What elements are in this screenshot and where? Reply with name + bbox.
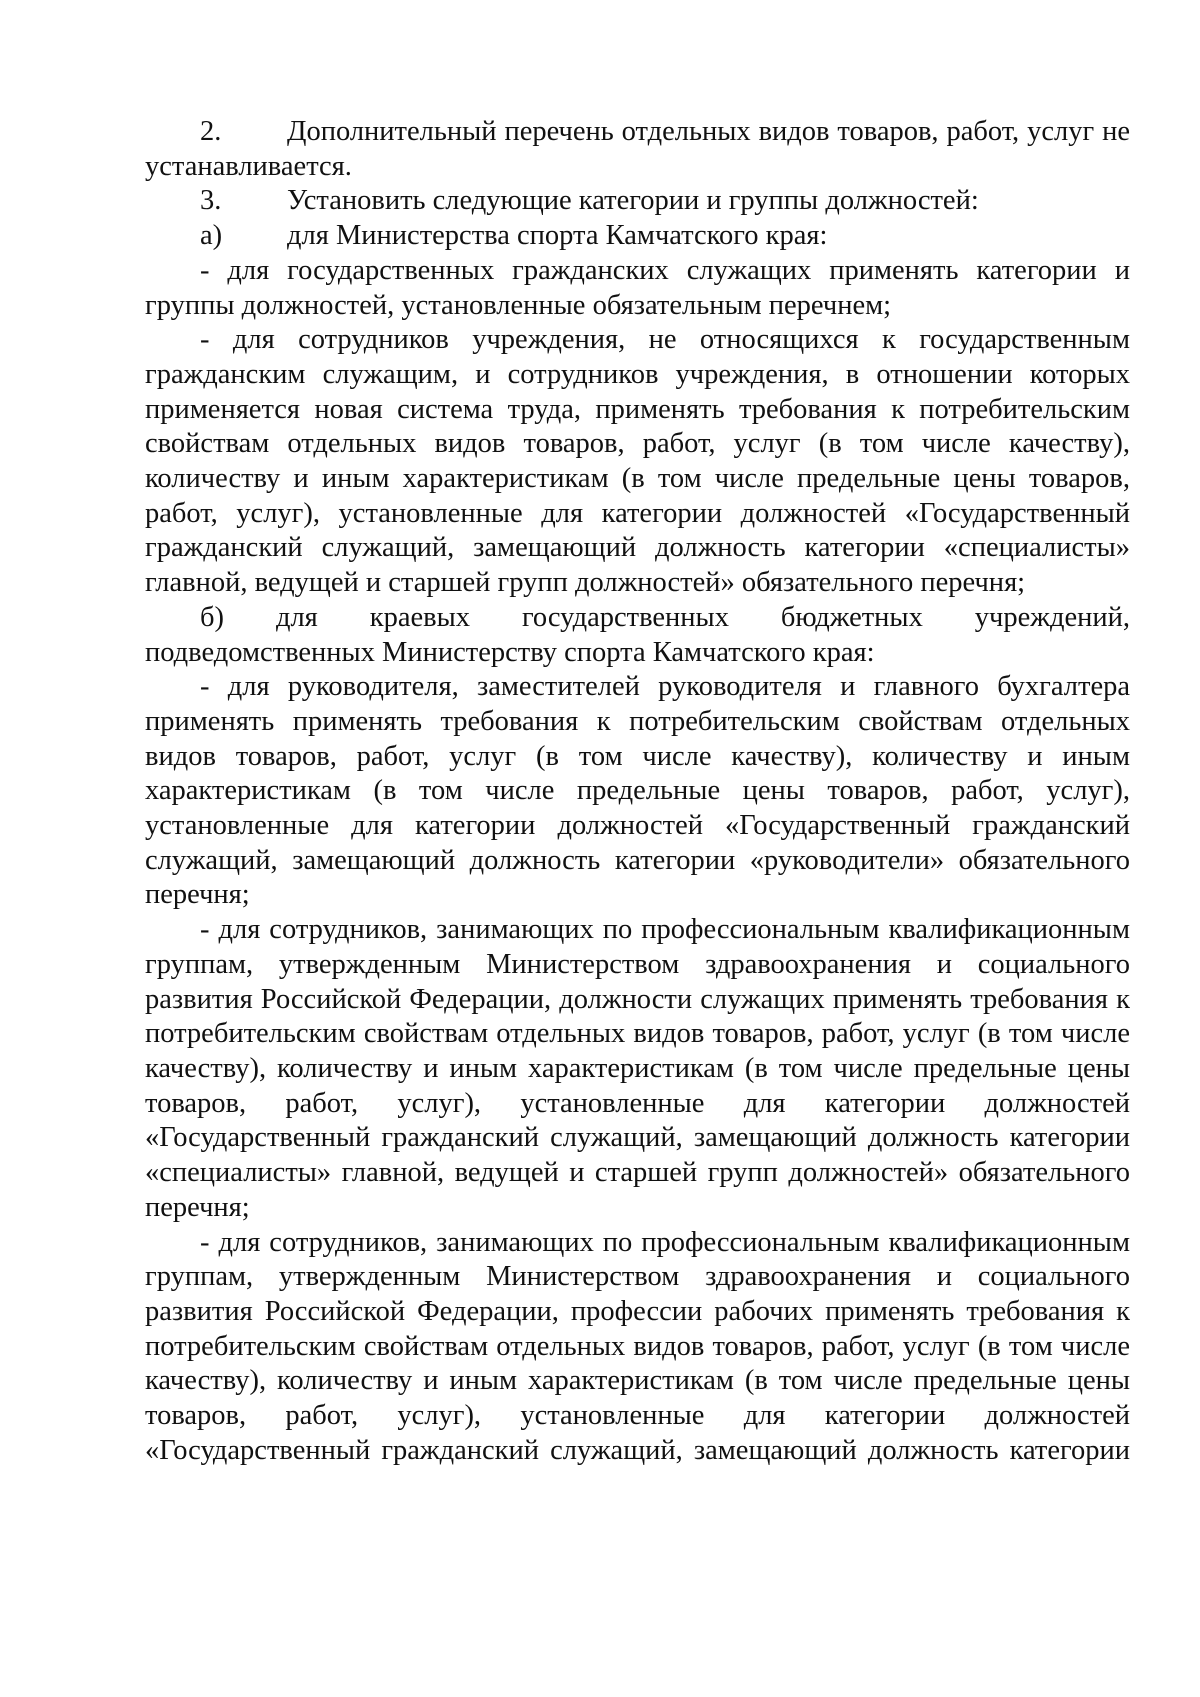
clause-number: 2.	[200, 116, 222, 147]
clause-text: для Министерства спорта Камчатского края:	[287, 220, 828, 252]
clause-text: Установить следующие категории и группы должностей:	[287, 185, 979, 217]
paragraph-civil-servants: - для государственных гражданских служащих применять категории и группы должностей, установленные обязательным перечнем;	[145, 254, 1130, 321]
clause-number: а)	[200, 220, 223, 252]
clause-number: 3.	[200, 185, 222, 217]
clause-3	[145, 184, 1130, 219]
document-page	[145, 115, 1130, 1468]
paragraph-institution-staff: - для сотрудников учреждения, не относящихся к государственным гражданским служащим, и сотрудников учреждения, в отношении которых применяется новая система труда, применять требования к потребительским свойствам отдельных видов товаров, работ, услуг (в том числе качеству), количеству и иным характеристикам (в том числе предельные цены товаров, работ, услуг), установленные для категории должностей «Государственный гражданский служащий, замещающий должность категории «специалисты» главной, ведущей и старшей групп должностей» обязательного перечня;	[145, 324, 1130, 599]
paragraph-employees-positions: - для сотрудников, занимающих по профессиональным квалификационным группам, утвержденным Министерством здравоохранения и социального развития Российской Федерации, должности служащих применять требования к потребительским свойствам отдельных видов товаров, работ, услуг (в том числе качеству), количеству и иным характеристикам (в том числе предельные цены товаров, работ, услуг), установленные для категории должностей «Государственный гражданский служащий, замещающий должность категории «специалисты» главной, ведущей и старшей групп должностей» обязательного перечня;	[145, 914, 1130, 1223]
subclause-a	[145, 219, 1130, 254]
paragraph-workers-professions: - для сотрудников, занимающих по профессиональным квалификационным группам, утвержденным Министерством здравоохранения и социального развития Российской Федерации, профессии рабочих применять требования к потребительским свойствам отдельных видов товаров, работ, услуг (в том числе качеству), количеству и иным характеристикам (в том числе предельные цены товаров, работ, услуг), установленные для категории должностей «Государственный гражданский служащий, замещающий должность категории	[145, 1226, 1130, 1466]
subclause-b: б) для краевых государственных бюджетных учреждений, подведомственных Министерству спорта Камчатского края:	[145, 601, 1130, 668]
clause-text: Дополнительный перечень отдельных видов товаров, работ, услуг не устанавливается.	[145, 116, 1130, 182]
paragraph-managers: - для руководителя, заместителей руководителя и главного бухгалтера применять применять требования к потребительским свойствам отдельных видов товаров, работ, услуг (в том числе качеству), количеству и иным характеристикам (в том числе предельные цены товаров, работ, услуг), установленные для категории должностей «Государственный гражданский служащий, замещающий должность категории «руководители» обязательного перечня;	[145, 671, 1130, 911]
clause-2	[145, 115, 1130, 184]
